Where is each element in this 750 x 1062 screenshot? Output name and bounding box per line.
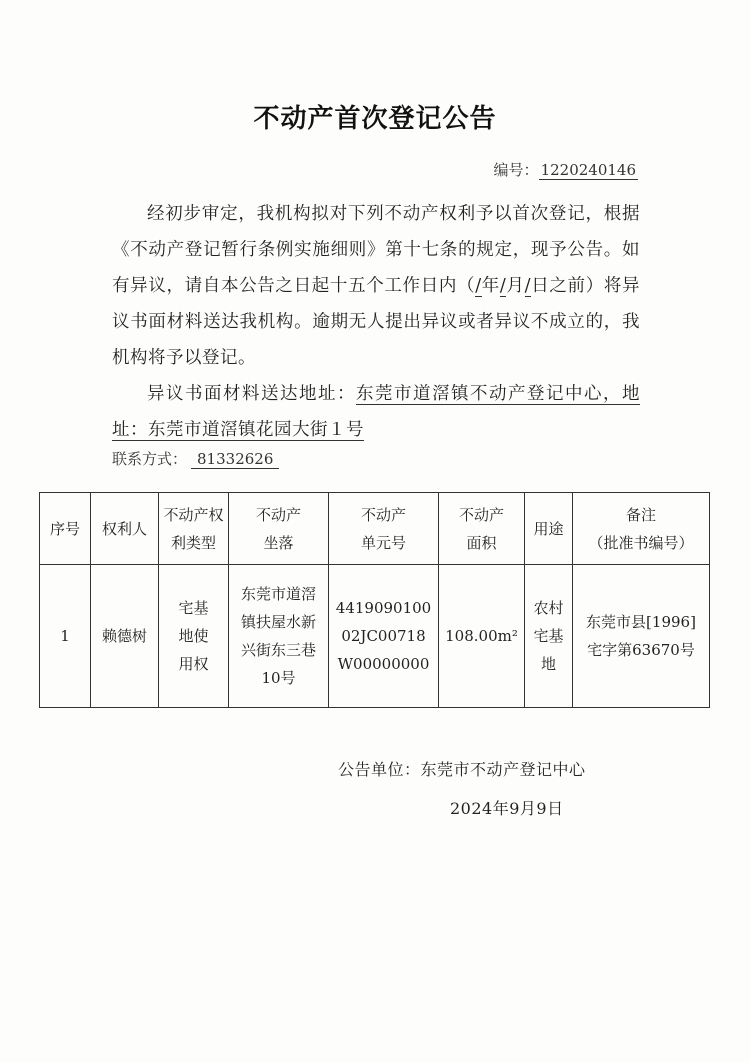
header-index: 序号 bbox=[40, 493, 91, 565]
paragraph-1-end: 日之前）将异议书面材料送达我机构。逾期无人提出异议或者异议不成立的，我机构将予以登记。 bbox=[112, 276, 641, 368]
contact-phone: 81332626 bbox=[191, 450, 279, 469]
header-unit-no: 不动产 单元号 bbox=[329, 493, 439, 565]
serial-number bbox=[494, 159, 638, 180]
notice-paragraph-1 bbox=[112, 196, 640, 376]
cell-area: 108.00m² bbox=[439, 565, 525, 708]
blank-year: / bbox=[475, 276, 482, 296]
page-title: 不动产首次登记公告 bbox=[253, 104, 497, 134]
address-value: 东莞市道滘镇不动产登记中心，地址：东莞市道滘镇花园大街１号 bbox=[112, 384, 640, 440]
blank-month: / bbox=[499, 276, 507, 296]
header-location: 不动产 坐落 bbox=[229, 493, 329, 565]
cell-owner: 赖德树 bbox=[91, 565, 159, 708]
table-row bbox=[40, 565, 710, 708]
header-owner: 权利人 bbox=[91, 493, 159, 565]
cell-remark: 东莞市县[1996] 宅字第63670号 bbox=[573, 565, 710, 708]
notice-body bbox=[112, 196, 640, 448]
cell-right-type: 宅基 地使 用权 bbox=[159, 565, 229, 708]
month-char: 月 bbox=[506, 276, 525, 296]
year-char: 年 bbox=[481, 276, 500, 296]
header-right-type: 不动产权 利类型 bbox=[159, 493, 229, 565]
notice-paragraph-2 bbox=[112, 376, 640, 448]
contact-info bbox=[112, 448, 279, 469]
header-usage: 用途 bbox=[525, 493, 573, 565]
header-remark: 备注 （批准书编号） bbox=[573, 493, 710, 565]
table-header-row bbox=[40, 493, 710, 565]
blank-day: / bbox=[524, 276, 532, 296]
issue-date: 2024年9月9日 bbox=[450, 799, 564, 818]
registration-table bbox=[39, 492, 710, 708]
serial-value: 1220240146 bbox=[540, 161, 636, 179]
cell-usage: 农村 宅基 地 bbox=[525, 565, 573, 708]
issuing-unit: 公告单位：东莞市不动产登记中心 bbox=[338, 760, 586, 779]
cell-location: 东莞市道滘 镇扶屋水新 兴街东三巷 10号 bbox=[229, 565, 329, 708]
cell-unit-no: 4419090100 02JC00718 W00000000 bbox=[329, 565, 439, 708]
address-label: 异议书面材料送达地址： bbox=[147, 384, 356, 404]
header-area: 不动产 面积 bbox=[439, 493, 525, 565]
cell-index: 1 bbox=[40, 565, 91, 708]
serial-label: 编号： bbox=[493, 161, 539, 179]
paragraph-1-text: 经初步审定，我机构拟对下列不动产权利予以首次登记，根据《不动产登记暂行条例实施细则》第十七条的规定，现予公告。如有异议，请自本公告之日起十五个工作日内（ bbox=[112, 204, 640, 296]
contact-label: 联系方式： bbox=[112, 450, 188, 468]
